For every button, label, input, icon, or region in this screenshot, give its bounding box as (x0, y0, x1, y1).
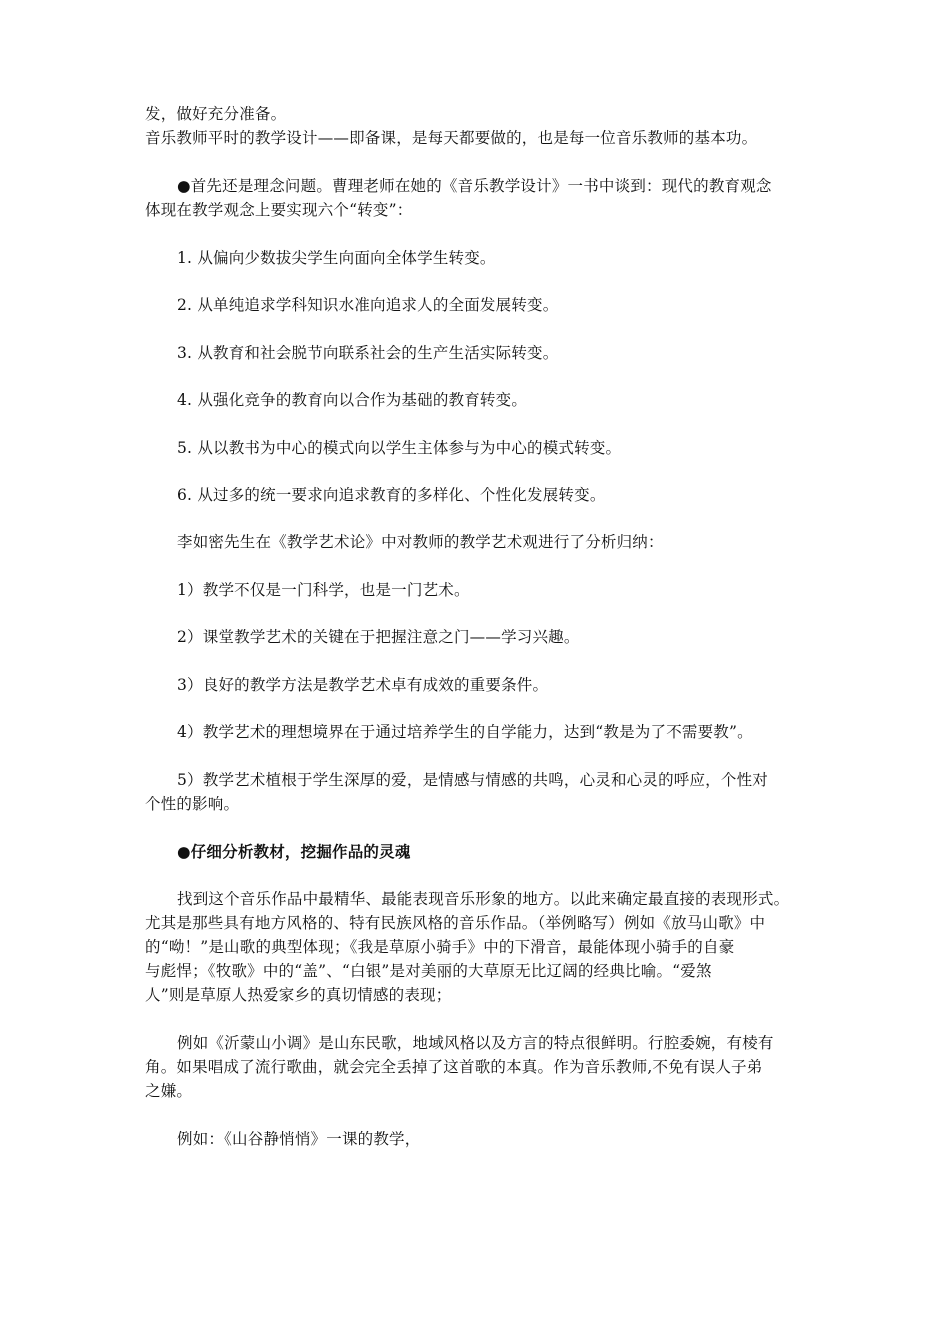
text-line: 李如密先生在《教学艺术论》中对教师的教学艺术观进行了分析归纳： (177, 533, 664, 551)
text-line: 与彪悍；《牧歌》中的“盖”、“白银”是对美丽的大草原无比辽阔的经典比喻。“爱煞 (145, 962, 712, 980)
list-item: 5. 从以教书为中心的模式向以学生主体参与为中心的模式转变。 (177, 439, 622, 457)
list-item: 2）课堂教学艺术的关键在于把握注意之门——学习兴趣。 (177, 628, 580, 646)
text-line: 音乐教师平时的教学设计——即备课，是每天都要做的，也是每一位音乐教师的基本功。 (145, 129, 758, 147)
list-item: 2. 从单纯追求学科知识水准向追求人的全面发展转变。 (177, 296, 559, 314)
list-item: 1. 从偏向少数拔尖学生向面向全体学生转变。 (177, 249, 496, 267)
list-item: 6. 从过多的统一要求向追求教育的多样化、个性化发展转变。 (177, 486, 606, 504)
section-heading: ●仔细分析教材，挖掘作品的灵魂 (177, 842, 411, 861)
list-item: 5）教学艺术植根于学生深厚的爱，是情感与情感的共鸣，心灵和心灵的呼应，个性对 (177, 771, 768, 789)
text-line: 发，做好充分准备。 (145, 105, 287, 123)
text-line: 之嫌。 (145, 1082, 193, 1100)
text-line: 尤其是那些具有地方风格的、特有民族风格的音乐作品。（举例略写）例如《放马山歌》中 (145, 914, 766, 932)
list-item: 1）教学不仅是一门科学，也是一门艺术。 (177, 581, 470, 599)
text-line: 例如《沂蒙山小调》是山东民歌，地域风格以及方言的特点很鲜明。行腔委婉，有棱有 (177, 1034, 774, 1052)
list-item: 4）教学艺术的理想境界在于通过培养学生的自学能力，达到“教是为了不需要教”。 (177, 723, 753, 741)
text-line: ●首先还是理念问题。曹理老师在她的《音乐教学设计》一书中谈到：现代的教育观念 (177, 177, 772, 195)
text-line: 角。如果唱成了流行歌曲，就会完全丢掉了这首歌的本真。作为音乐教师,不免有误人子弟 (145, 1058, 763, 1076)
text-line: 找到这个音乐作品中最精华、最能表现音乐形象的地方。以此来确定最直接的表现形式。 (177, 890, 790, 908)
text-line: 个性的影响。 (145, 795, 240, 813)
list-item: 3）良好的教学方法是教学艺术卓有成效的重要条件。 (177, 676, 549, 694)
text-line: 人”则是草原人热爱家乡的真切情感的表现； (145, 986, 452, 1004)
list-item: 4. 从强化竞争的教育向以合作为基础的教育转变。 (177, 391, 528, 409)
list-item: 3. 从教育和社会脱节向联系社会的生产生活实际转变。 (177, 344, 559, 362)
text-line: 例如：《山谷静悄悄》一课的教学， (177, 1130, 421, 1148)
text-line: 的“呦！”是山歌的典型体现；《我是草原小骑手》中的下滑音，最能体现小骑手的自豪 (145, 938, 735, 956)
text-line: 体现在教学观念上要实现六个“转变”： (145, 201, 413, 219)
